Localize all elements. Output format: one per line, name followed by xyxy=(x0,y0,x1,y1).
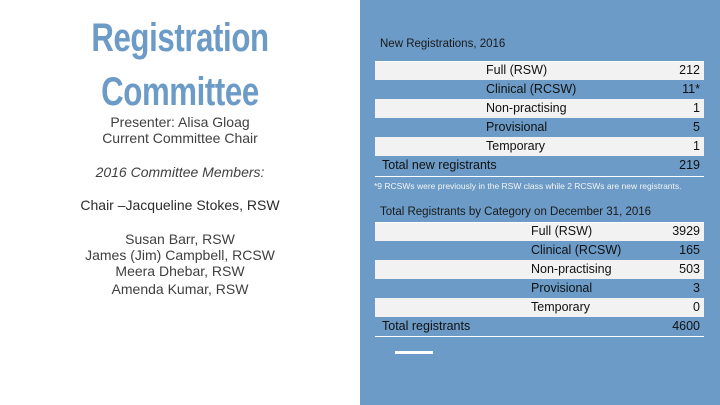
committee-member: James (Jim) Campbell, RCSW xyxy=(85,247,275,263)
committee-member: Amenda Kumar, RSW xyxy=(111,281,249,297)
committee-member: Meera Dhebar, RSW xyxy=(115,263,245,279)
row-value: 165 xyxy=(679,243,700,257)
total-label: Total registrants xyxy=(382,319,471,333)
footnote: *9 RCSWs were previously in the RSW class while 2 RCSWs are new registrants. xyxy=(374,181,682,191)
total-label: Total new registrants xyxy=(382,158,497,172)
table-bottom-rule xyxy=(375,176,704,177)
row-label: Provisional xyxy=(531,281,593,295)
row-value: 1 xyxy=(693,139,700,153)
committee-member: Susan Barr, RSW xyxy=(125,231,235,247)
row-label: Non-practising xyxy=(486,101,567,115)
total-value: 219 xyxy=(679,158,700,172)
row-label: Temporary xyxy=(486,139,546,153)
row-label: Clinical (RCSW) xyxy=(531,243,622,257)
slide-title-line2: Committee xyxy=(101,70,259,114)
right-panel xyxy=(360,0,720,405)
row-label: Full (RSW) xyxy=(486,63,548,77)
row-label: Provisional xyxy=(486,120,548,134)
table-bottom-rule xyxy=(375,336,704,337)
total-value: 4600 xyxy=(672,319,700,333)
members-heading: 2016 Committee Members: xyxy=(95,164,265,180)
row-label: Full (RSW) xyxy=(531,224,593,238)
total-registrants-title: Total Registrants by Category on December 31, 2016 xyxy=(380,206,652,218)
new-registrations-title: New Registrations, 2016 xyxy=(380,38,506,50)
row-value: 3 xyxy=(693,281,700,295)
row-value: 11* xyxy=(682,82,700,96)
committee-chair: Chair –Jacqueline Stokes, RSW xyxy=(80,197,280,213)
row-label: Temporary xyxy=(531,300,591,314)
accent-bar xyxy=(395,351,433,354)
row-value: 5 xyxy=(693,120,700,134)
presenter-name: Presenter: Alisa Gloag xyxy=(110,114,250,130)
row-value: 212 xyxy=(679,63,700,77)
slide-title-line1: Registration xyxy=(91,16,269,60)
presenter-role: Current Committee Chair xyxy=(102,130,258,146)
row-label: Non-practising xyxy=(531,262,612,276)
row-value: 0 xyxy=(693,300,700,314)
row-label: Clinical (RCSW) xyxy=(486,82,577,96)
row-value: 503 xyxy=(679,262,700,276)
row-value: 1 xyxy=(693,101,700,115)
row-value: 3929 xyxy=(672,224,700,238)
